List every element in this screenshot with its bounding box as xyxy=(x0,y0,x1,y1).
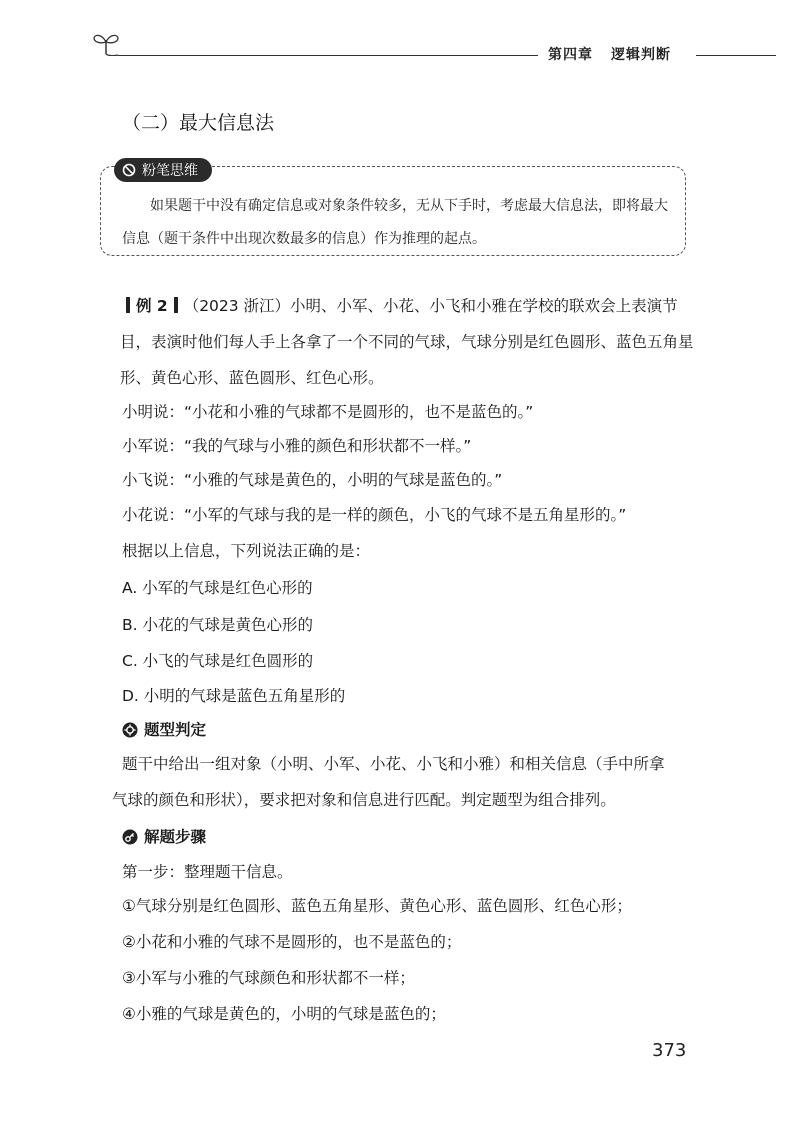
option-c: C. 小飞的气球是红色圆形的 xyxy=(122,652,314,670)
page-number: 373 xyxy=(652,1040,687,1061)
example-text: （2023 浙江）小明、小军、小花、小飞和小雅在学校的联欢会上表演节目，表演时他们每人手上各拿了一个不同的气球，气球分别是红色圆形、蓝色五角星形、黄色心形、蓝色圆形、红色心形。 xyxy=(120,297,694,387)
type-heading-label: 题型判定 xyxy=(144,721,207,739)
header-rule-right xyxy=(696,55,776,56)
question-text: 根据以上信息，下列说法正确的是： xyxy=(122,542,371,560)
type-line-1: 题干中给出一组对象（小明、小军、小花、小飞和小雅）和相关信息（手中所拿 xyxy=(122,755,665,773)
step-item-4: ④小雅的气球是黄色的，小明的气球是蓝色的； xyxy=(122,1005,446,1023)
step-item-1: ①气球分别是红色圆形、蓝色五角星形、黄色心形、蓝色圆形、红色心形； xyxy=(122,897,632,915)
gear-icon xyxy=(122,722,138,738)
ban-icon xyxy=(122,163,136,177)
thinking-tag xyxy=(114,158,212,182)
type-heading xyxy=(122,718,206,740)
steps-heading-label: 解题步骤 xyxy=(144,828,207,846)
option-a: A. 小军的气球是红色心形的 xyxy=(122,579,313,597)
option-b: B. 小花的气球是黄色心形的 xyxy=(122,616,313,634)
key-icon xyxy=(122,829,138,845)
chapter-label xyxy=(548,44,671,64)
chapter-number: 第四章 xyxy=(548,47,593,63)
statement-xiaofei: 小飞说：“小雅的气球是黄色的，小明的气球是蓝色的。” xyxy=(122,471,503,489)
header-rule-left xyxy=(118,55,538,56)
statement-xiaoming: 小明说：“小花和小雅的气球都不是圆形的，也不是蓝色的。” xyxy=(122,403,534,421)
page-header xyxy=(0,0,800,80)
step-item-2: ②小花和小雅的气球不是圆形的，也不是蓝色的； xyxy=(122,933,462,951)
example-marker-right xyxy=(174,297,178,313)
sprout-icon xyxy=(92,30,120,56)
step-item-3: ③小军与小雅的气球颜色和形状都不一样； xyxy=(122,969,415,987)
section-title: （二）最大信息法 xyxy=(122,112,275,134)
thinking-tag-label: 粉笔思维 xyxy=(142,163,198,179)
steps-heading xyxy=(122,825,206,847)
statement-xiaojun: 小军说：“我的气球与小雅的颜色和形状都不一样。” xyxy=(122,437,472,455)
example-paragraph xyxy=(120,288,700,396)
option-d: D. 小明的气球是蓝色五角星形的 xyxy=(122,687,346,705)
thinking-text: 如果题干中没有确定信息或对象条件较多，无从下手时，考虑最大信息法，即将最大信息（题干条件中出现次数最多的信息）作为推理的起点。 xyxy=(122,198,668,247)
example-marker-left xyxy=(126,297,130,313)
step-1: 第一步：整理题干信息。 xyxy=(122,863,293,881)
statement-xiaohua: 小花说：“小军的气球与我的是一样的颜色，小飞的气球不是五角星形的。” xyxy=(122,506,627,524)
example-label: 例 2 xyxy=(136,297,168,315)
type-line-2: 气球的颜色和形状），要求把对象和信息进行匹配。判定题型为组合排列。 xyxy=(112,791,616,809)
chapter-title: 逻辑判断 xyxy=(611,47,671,63)
